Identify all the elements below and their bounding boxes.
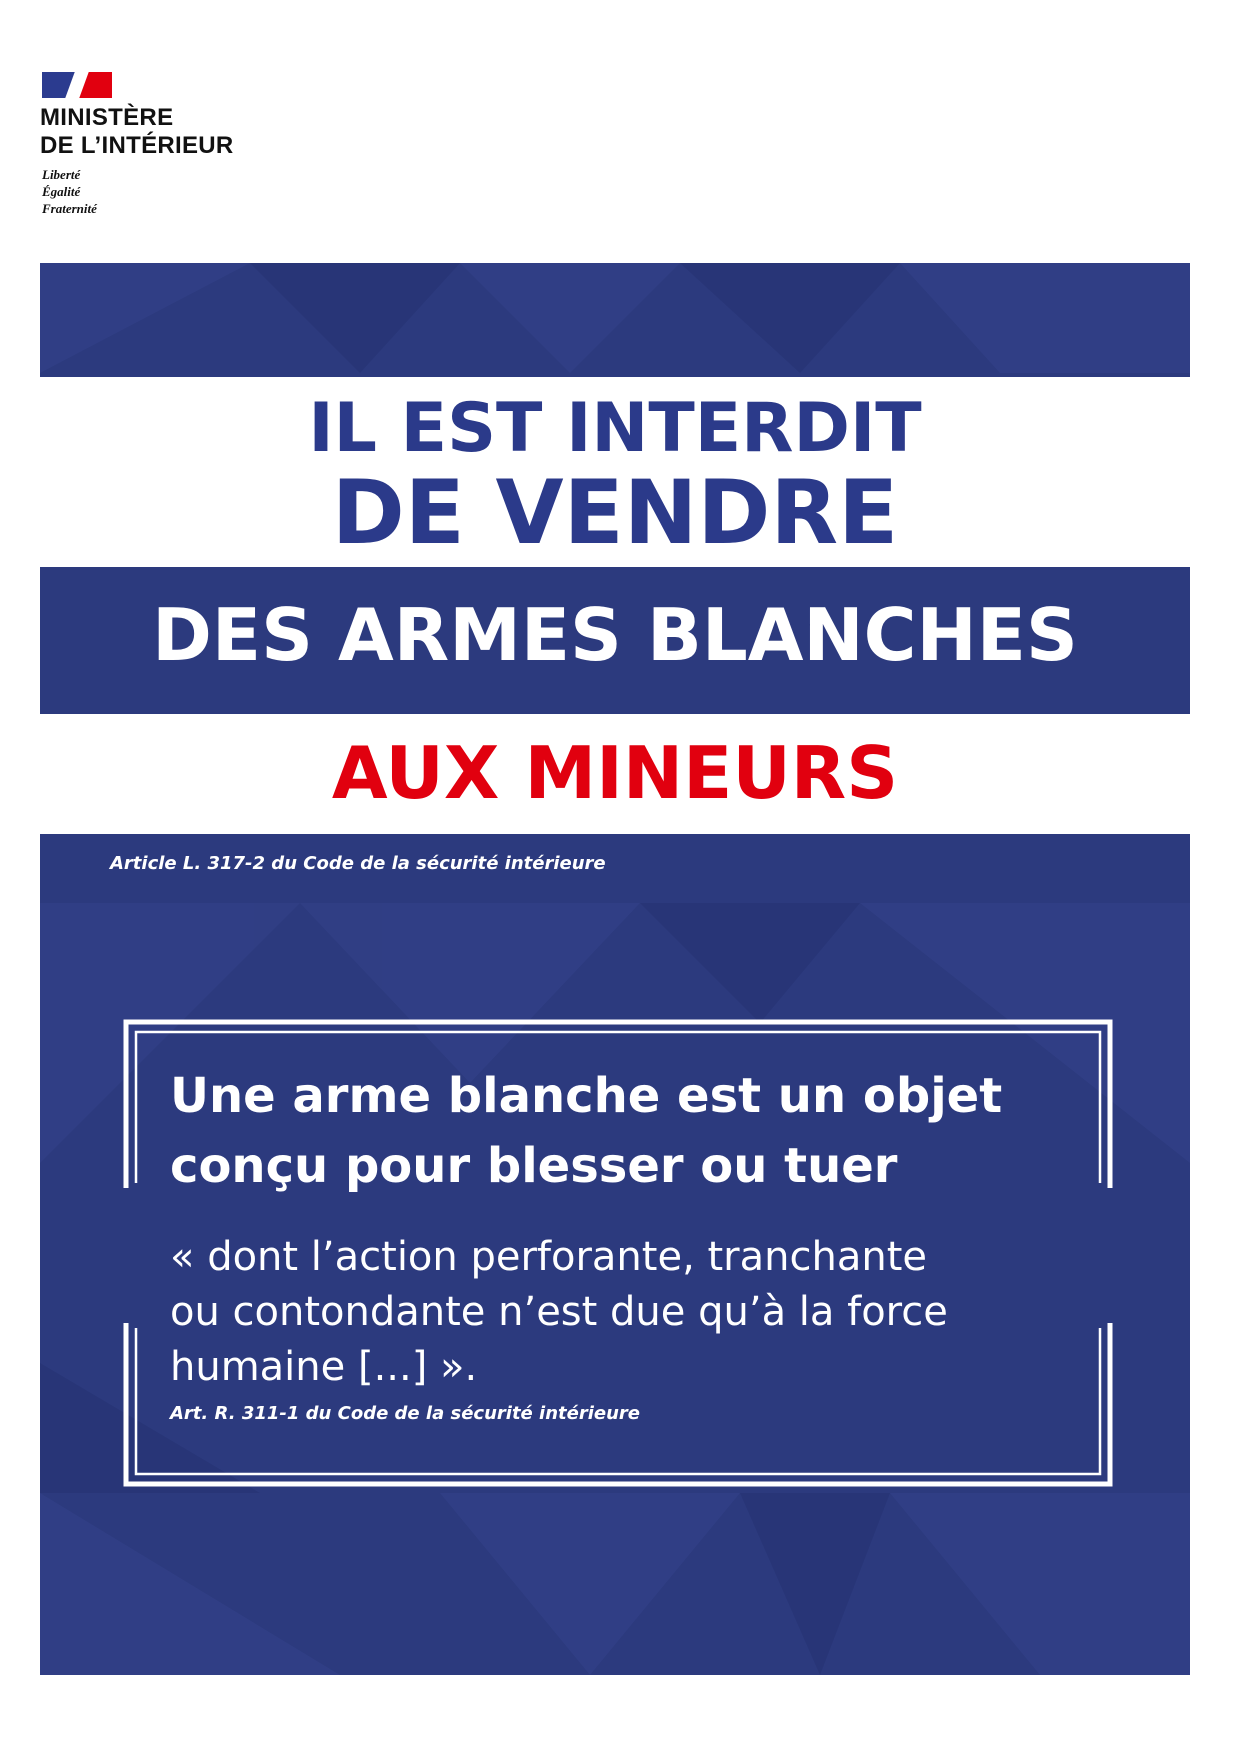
- ministry-name-line2: DE L’INTÉRIEUR: [40, 132, 234, 159]
- motto-fraternite: Fraternité: [42, 201, 97, 216]
- definition-quote-line1: « dont l’action perforante, tranchante: [170, 1234, 927, 1280]
- definition-quote-line2: ou contondante n’est due qu’à la force: [170, 1289, 948, 1335]
- ministry-name-line1: MINISTÈRE: [40, 104, 174, 131]
- definition-quote-line3: humaine [...] ».: [170, 1344, 478, 1390]
- republic-motto: [42, 166, 97, 217]
- motto-egalite: Égalité: [42, 184, 81, 199]
- definition-title: [170, 1061, 1110, 1201]
- headline-line-3: DES ARMES BLANCHES: [152, 593, 1078, 677]
- motto-liberte: Liberté: [42, 167, 81, 182]
- definition-quote: [170, 1230, 1130, 1395]
- definition-title-line2: conçu pour blesser ou tuer: [170, 1138, 898, 1194]
- headline-line-4: AUX MINEURS: [331, 731, 899, 815]
- article-reference: Article L. 317-2 du Code de la sécurité intérieure: [110, 853, 606, 874]
- definition-title-line1: Une arme blanche est un objet: [170, 1068, 1003, 1124]
- definition-article-reference: Art. R. 311-1 du Code de la sécurité intérieure: [170, 1403, 640, 1424]
- headline-line-2: DE VENDRE: [331, 461, 899, 564]
- ministry-name: [40, 104, 234, 160]
- headline-line-1: IL EST INTERDIT: [308, 389, 922, 468]
- poster-panel: [40, 263, 1190, 1675]
